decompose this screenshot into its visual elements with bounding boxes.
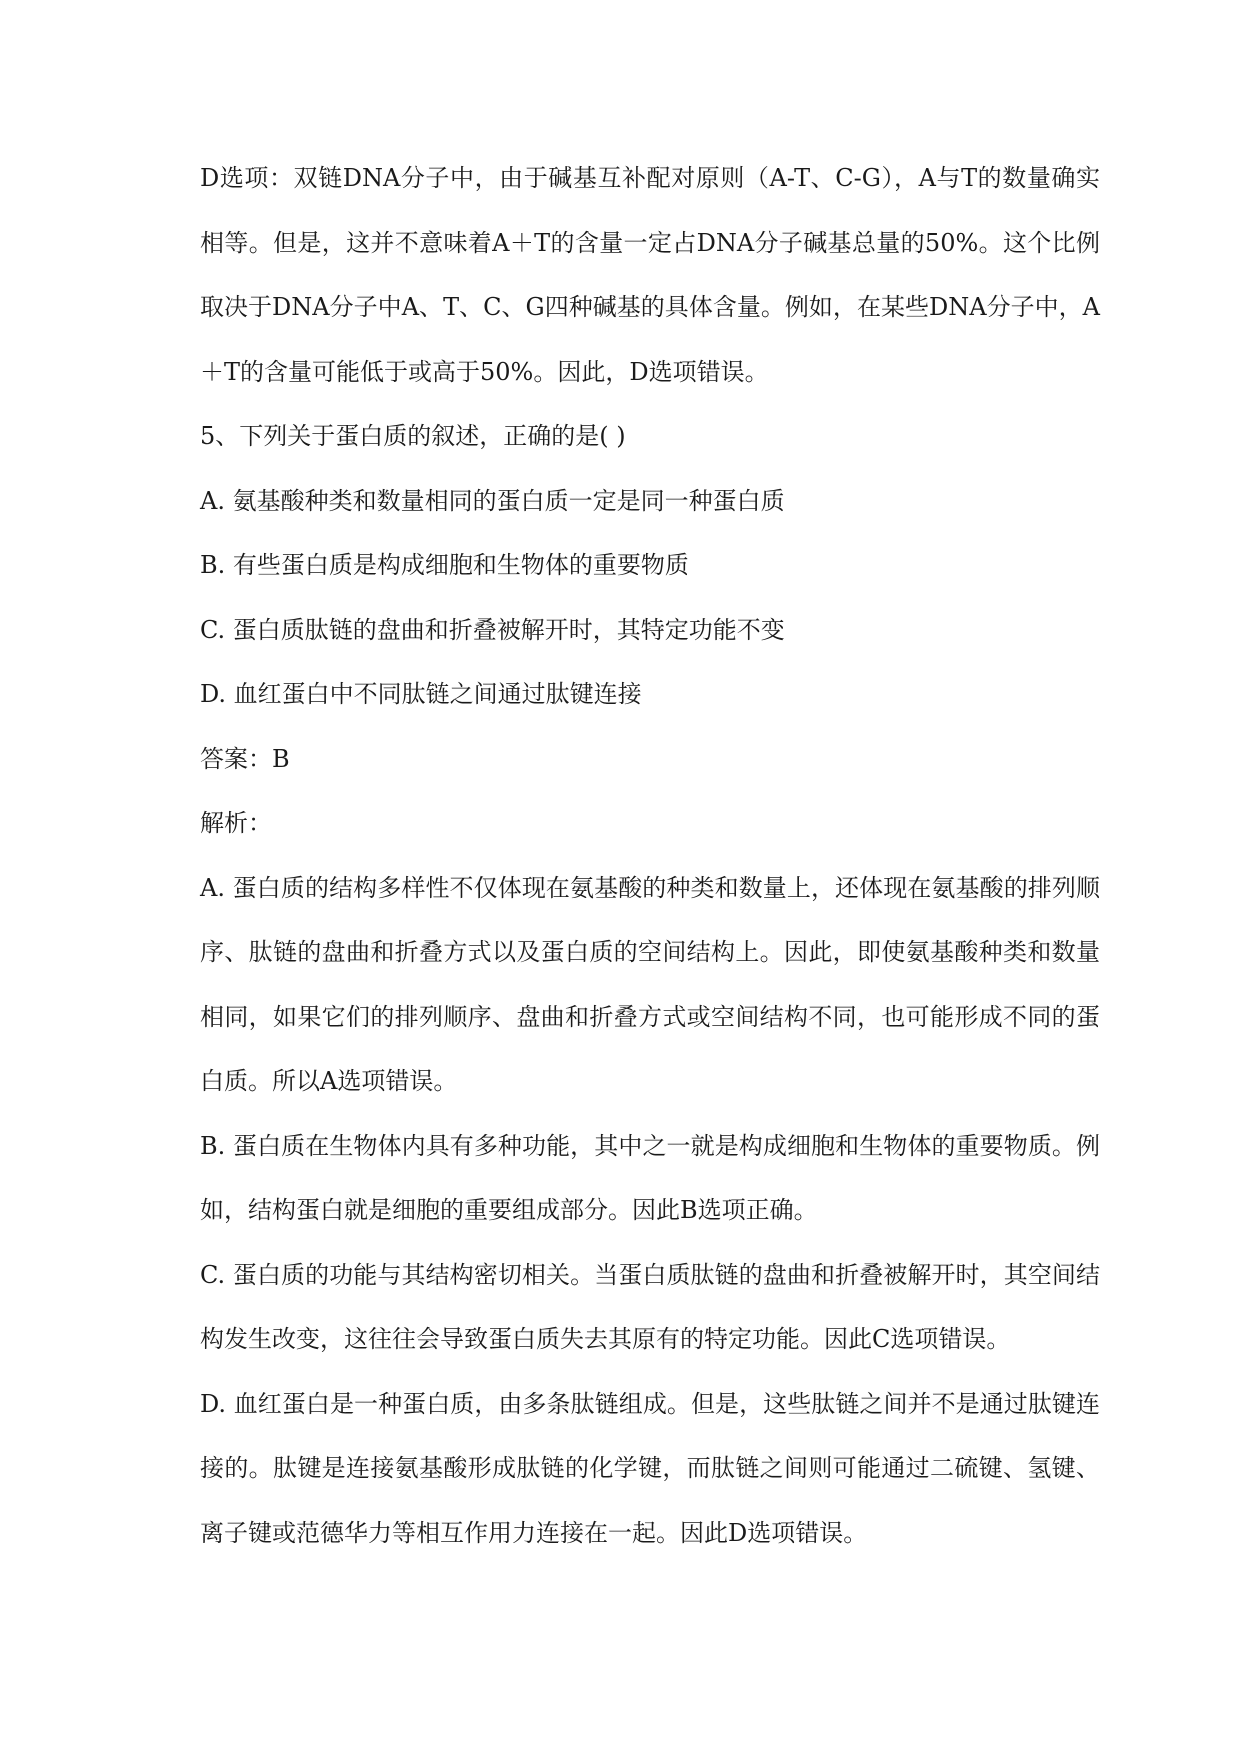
analysis-a: A. 蛋白质的结构多样性不仅体现在氨基酸的种类和数量上，还体现在氨基酸的排列顺序、肽链的盘曲和折叠方式以及蛋白质的空间结构上。因此，即使氨基酸种类和数量相同，如果它们的排列顺序、盘曲和折叠方式或空间结构不同，也可能形成不同的蛋白质。所以A选项错误。	[200, 873, 1100, 1095]
paragraph-d-option-dna: D选项：双链DNA分子中，由于碱基互补配对原则（A-T、C-G），A与T的数量确实相等。但是，这并不意味着A＋T的含量一定占DNA分子碱基总量的50%。这个比例取决于DNA分子中A、T、C、G四种碱基的具体含量。例如，在某些DNA分子中，A＋T的含量可能低于或高于50%。因此，D选项错误。	[200, 164, 1100, 386]
option-c: C. 蛋白质肽链的盘曲和折叠被解开时，其特定功能不变	[200, 615, 785, 644]
option-a: A. 氨基酸种类和数量相同的蛋白质一定是同一种蛋白质	[200, 486, 785, 515]
option-d: D. 血红蛋白中不同肽链之间通过肽键连接	[200, 680, 642, 708]
document-body	[200, 146, 1100, 1565]
answer: 答案：B	[200, 744, 290, 773]
question-5: 5、下列关于蛋白质的叙述，正确的是( )	[200, 422, 626, 450]
analysis-c: C. 蛋白质的功能与其结构密切相关。当蛋白质肽链的盘曲和折叠被解开时，其空间结构发生改变，这往往会导致蛋白质失去其原有的特定功能。因此C选项错误。	[200, 1260, 1100, 1353]
option-b: B. 有些蛋白质是构成细胞和生物体的重要物质	[200, 551, 689, 579]
analysis-heading: 解析：	[200, 809, 272, 837]
analysis-b: B. 蛋白质在生物体内具有多种功能，其中之一就是构成细胞和生物体的重要物质。例如，结构蛋白就是细胞的重要组成部分。因此B选项正确。	[200, 1131, 1100, 1224]
analysis-d: D. 血红蛋白是一种蛋白质，由多条肽链组成。但是，这些肽链之间并不是通过肽键连接的。肽键是连接氨基酸形成肽链的化学键，而肽链之间则可能通过二硫键、氢键、离子键或范德华力等相互作用力连接在一起。因此D选项错误。	[200, 1389, 1100, 1547]
